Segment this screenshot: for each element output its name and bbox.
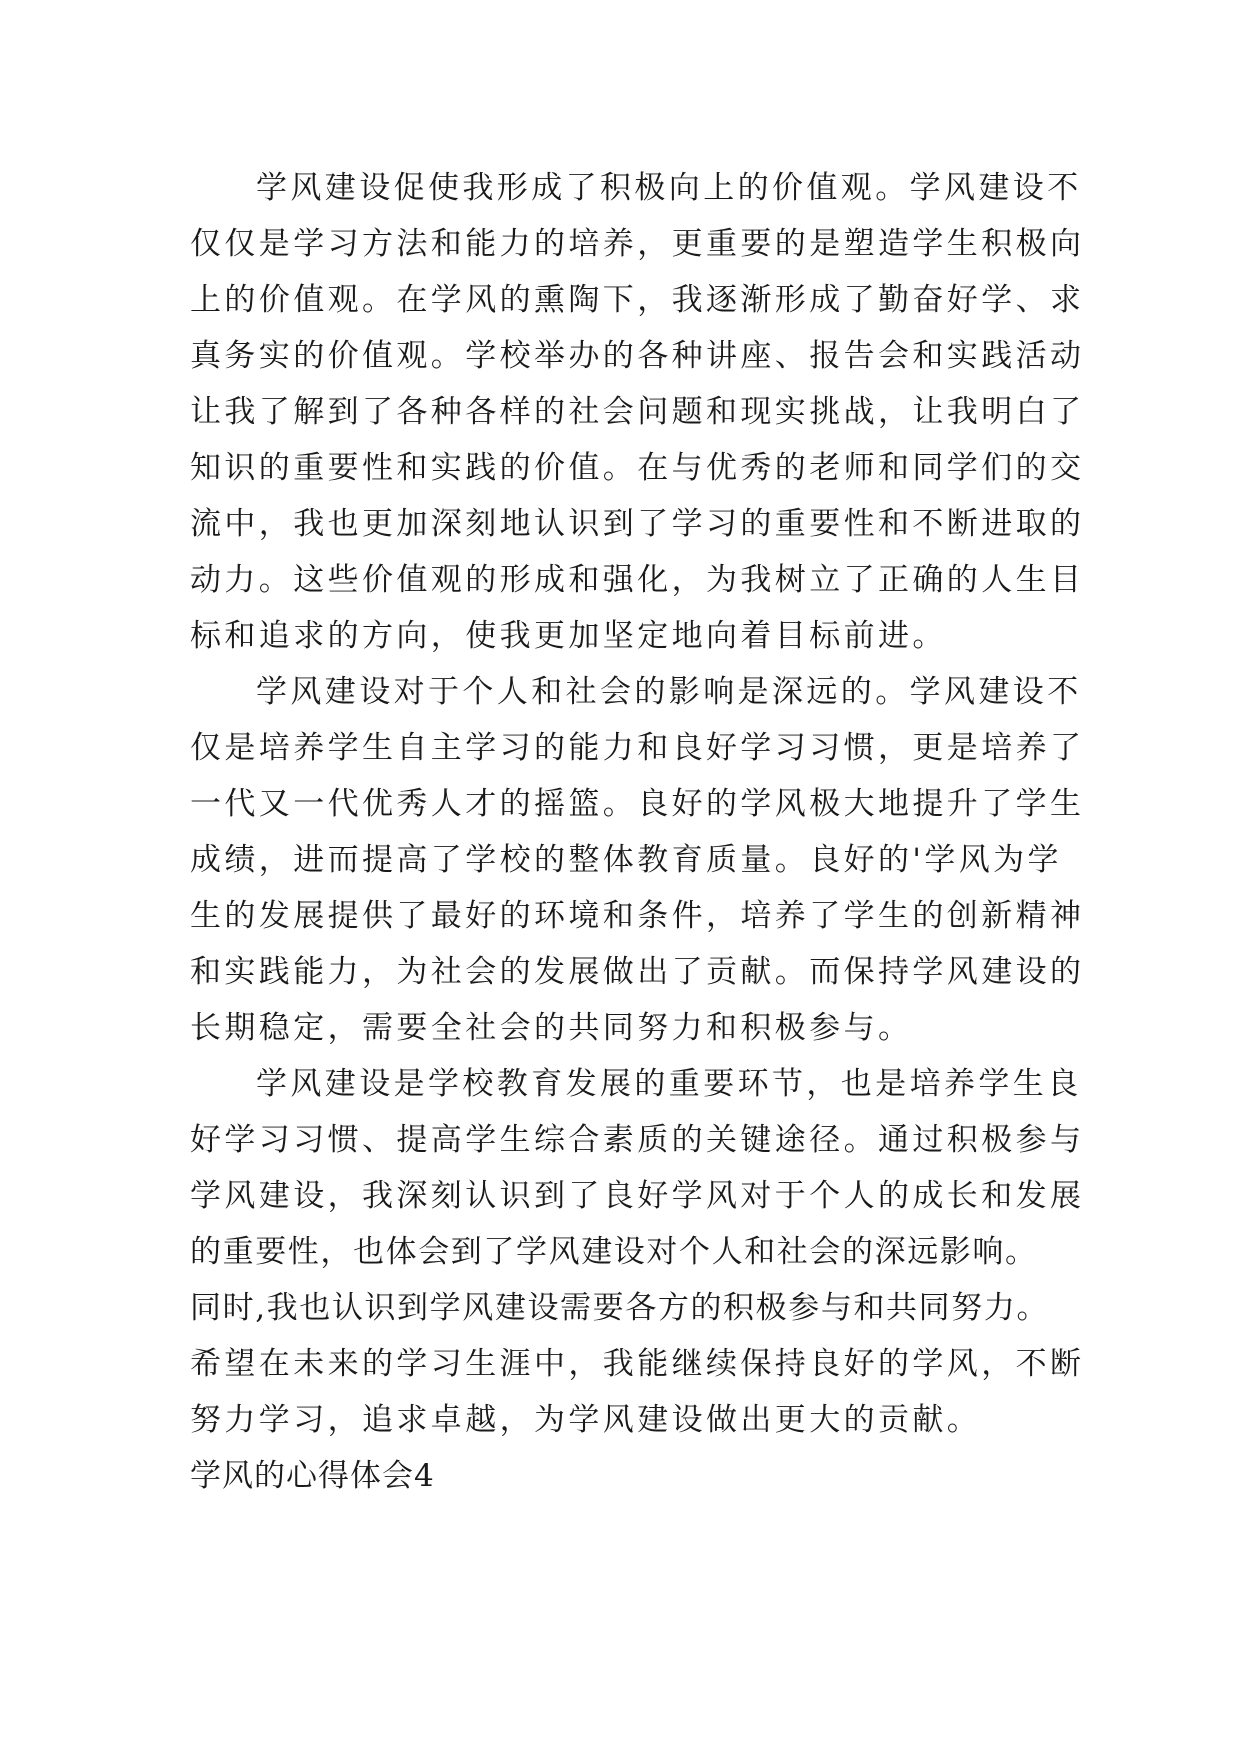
paragraph-line: 上的价值观。在学风的熏陶下，我逐渐形成了勤奋好学、求	[190, 282, 1085, 318]
paragraph-line: 知识的重要性和实践的价值。在与优秀的老师和同学们的交	[190, 450, 1085, 486]
paragraph-line: 希望在未来的学习生涯中，我能继续保持良好的学风，不断	[190, 1346, 1085, 1382]
paragraph-line: 学风建设，我深刻认识到了良好学风对于个人的成长和发展	[190, 1178, 1085, 1214]
paragraph-line: 同时,我也认识到学风建设需要各方的积极参与和共同努力。	[190, 1290, 1050, 1326]
section-heading: 学风的心得体会4	[190, 1458, 435, 1494]
paragraph-line: 好学习习惯、提高学生综合素质的关键途径。通过积极参与	[190, 1122, 1085, 1158]
paragraph-line: 仅是培养学生自主学习的能力和良好学习习惯，更是培养了	[190, 730, 1085, 766]
paragraph-line: 标和追求的方向，使我更加坚定地向着目标前进。	[190, 618, 947, 654]
paragraph-line: 学风建设对于个人和社会的影响是深远的。学风建设不	[256, 674, 1082, 710]
paragraph-line: 成绩，进而提高了学校的整体教育质量。良好的'学风为学	[190, 842, 1062, 878]
paragraph-line: 仅仅是学习方法和能力的培养，更重要的是塑造学生积极向	[190, 226, 1085, 262]
paragraph-line: 真务实的价值观。学校举办的各种讲座、报告会和实践活动	[190, 338, 1085, 374]
paragraph-line: 动力。这些价值观的形成和强化，为我树立了正确的人生目	[190, 562, 1085, 598]
document-body	[190, 160, 1085, 1504]
paragraph-line: 学风建设促使我形成了积极向上的价值观。学风建设不	[256, 170, 1082, 206]
paragraph-line: 的重要性，也体会到了学风建设对个人和社会的深远影响。	[190, 1234, 1038, 1270]
paragraph-line: 生的发展提供了最好的环境和条件，培养了学生的创新精神	[190, 898, 1085, 934]
paragraph-line: 长期稳定，需要全社会的共同努力和积极参与。	[190, 1010, 913, 1046]
paragraph-line: 努力学习，追求卓越，为学风建设做出更大的贡献。	[190, 1402, 982, 1438]
paragraph-line: 和实践能力，为社会的发展做出了贡献。而保持学风建设的	[190, 954, 1085, 990]
paragraph-line: 流中，我也更加深刻地认识到了学习的重要性和不断进取的	[190, 506, 1085, 542]
paragraph-line: 学风建设是学校教育发展的重要环节，也是培养学生良	[256, 1066, 1082, 1102]
paragraph-line: 一代又一代优秀人才的摇篮。良好的学风极大地提升了学生	[190, 786, 1085, 822]
paragraph-line: 让我了解到了各种各样的社会问题和现实挑战，让我明白了	[190, 394, 1085, 430]
